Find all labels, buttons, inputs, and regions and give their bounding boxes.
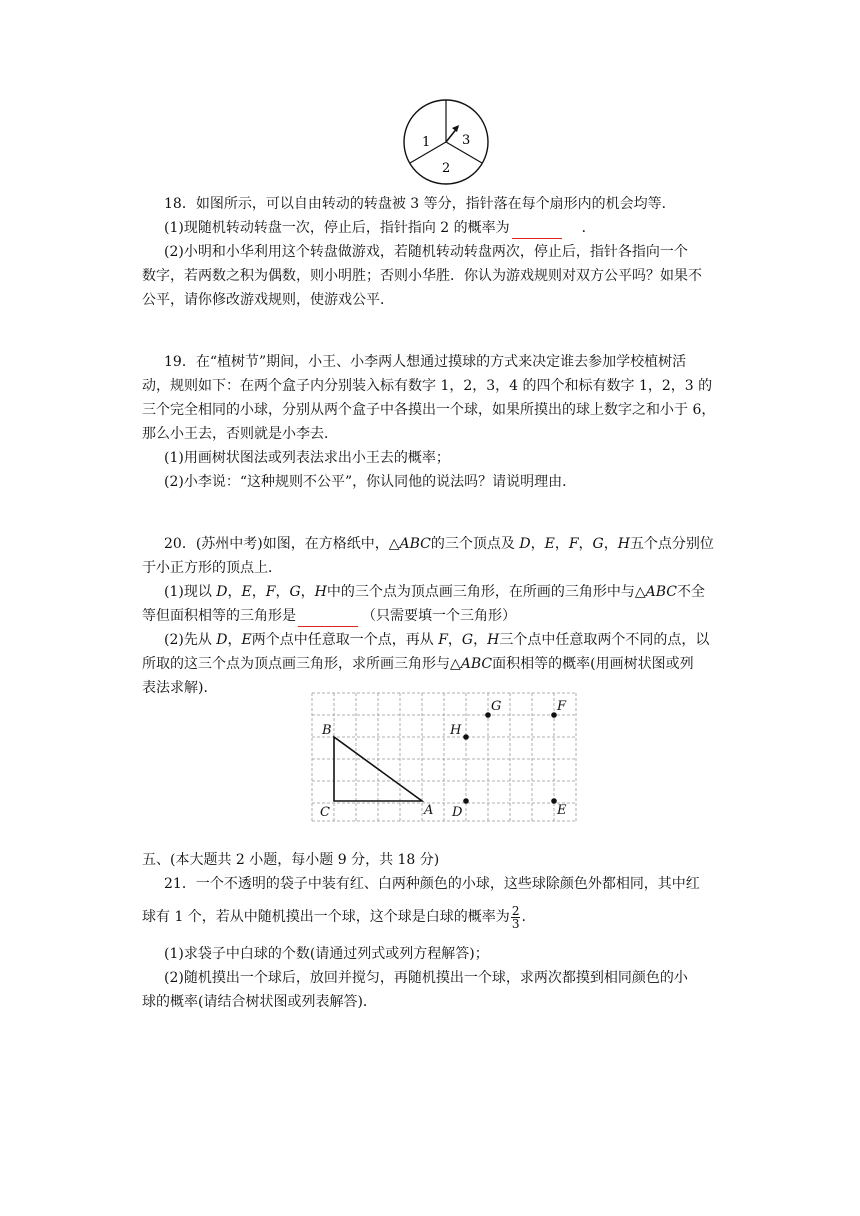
q20-sep: ， (473, 632, 488, 648)
q20-point-e: E (241, 584, 252, 600)
q20-part1-line1 (164, 582, 705, 602)
q20-abc: ABC (460, 656, 493, 672)
q20-line2: 于小正方形的顶点上． (142, 560, 282, 576)
q20-sep: ， (300, 584, 315, 600)
point-e (551, 798, 557, 804)
q20-text: （只需要填一个三角形） (362, 608, 516, 624)
label-c: C (320, 805, 330, 820)
q21-fraction-numerator: 2 (511, 903, 520, 918)
q20-text: 中的三个点为顶点画三角形，在所画的三角形中与△ (326, 584, 646, 600)
q20-point-d: D (216, 584, 228, 600)
q20-text: 面积相等的概率(用画树状图或列 (492, 656, 694, 672)
q20-sep: ， (530, 536, 545, 552)
q20-text: 等但面积相等的三角形是 (142, 608, 296, 624)
q21-part2-line1: (2)随机摸出一个球后，放回并搅匀，再随机摸出一个球，求两次都摸到相同颜色的小 (164, 970, 688, 986)
q20-sep: ， (603, 536, 618, 552)
label-h: H (450, 723, 462, 738)
q19-line2: 动，规则如下：在两个盒子内分别装入标有数字 1，2，3，4 的四个和标有数字 1，2，3 的 (142, 378, 713, 394)
q20-text: 不全 (677, 584, 706, 600)
q21-line1: 21．一个不透明的袋子中装有红、白两种颜色的小球，这些球除颜色外都相同，其中红 (164, 876, 700, 892)
point-h (463, 734, 469, 740)
q18-part1-end: ． (581, 220, 596, 236)
q20-sep: ， (275, 584, 290, 600)
q21-text: . (521, 909, 526, 925)
q20-text: 所取的这三个点为顶点画三角形，求所画三角形与△ (142, 656, 461, 672)
spinner-label-2: 2 (442, 161, 451, 176)
q20-point-g: G (461, 632, 474, 648)
spinner-figure (402, 98, 490, 186)
q20-sep: ， (554, 536, 569, 552)
q19-line3: 三个完全相同的小球，分别从两个盒子中各摸出一个球，如果所摸出的球上数字之和小于 6， (142, 402, 716, 418)
q20-abc: ABC (645, 584, 678, 600)
q20-text: 的三个顶点及 (430, 536, 520, 552)
spinner-label-1: 1 (422, 135, 431, 150)
q20-sep: ， (578, 536, 593, 552)
q20-text: (1)现以 (164, 584, 217, 600)
q21-fraction-denominator: 3 (511, 916, 520, 931)
q20-point-h: H (487, 632, 500, 648)
q19-part2: (2)小李说：“这种规则不公平”，你认同他的说法吗？请说明理由． (164, 474, 577, 490)
q20-text: 三个点中任意取两个不同的点，以 (499, 632, 710, 648)
label-e: E (557, 803, 567, 818)
q20-part2-line3: 表法求解)． (142, 680, 218, 696)
q20-point-d: D (519, 536, 531, 552)
q19-line1: 19．在“植树节”期间，小王、小李两人想通过摸球的方式来决定谁去参加学校植树活 (164, 354, 687, 370)
q18-stem: 18．如图所示，可以自由转动的转盘被 3 等分，指针落在每个扇形内的机会均等． (164, 196, 676, 212)
q19-line4: 那么小王去，否则就是小李去． (142, 426, 338, 442)
q20-text: 两个点中任意取一个点，再从 (251, 632, 439, 648)
q20-point-f: F (438, 632, 448, 648)
q20-text: 五个点分别位 (629, 536, 714, 552)
q20-sep: ， (227, 584, 242, 600)
q21-line2 (142, 898, 526, 936)
q20-point-h: H (617, 536, 630, 552)
q20-point-e: E (544, 536, 555, 552)
q20-text: (2)先从 (164, 632, 217, 648)
label-f: F (557, 699, 567, 714)
point-f (551, 712, 557, 718)
q20-point-g: G (592, 536, 604, 552)
q20-sep: ， (251, 584, 266, 600)
q21-part1: (1)求袋子中白球的个数(请通过列式或列方程解答)； (164, 946, 489, 962)
q20-sep: ， (447, 632, 462, 648)
q20-point-h: H (314, 584, 327, 600)
q20-part2-line2 (142, 654, 694, 674)
label-d: D (452, 805, 463, 820)
q18-answer-blank[interactable] (512, 218, 562, 239)
q20-part2-line1 (164, 630, 709, 650)
triangle-abc (334, 737, 422, 801)
label-g: G (491, 699, 502, 714)
label-a: A (424, 803, 434, 818)
q21-text: 球有 1 个，若从中随机摸出一个球，这个球是白球的概率为 (142, 909, 510, 925)
q21-part2-line2: 球的概率(请结合树状图或列表解答)． (142, 994, 377, 1010)
q19-part1: (1)用画树状图法或列表法求出小王去的概率； (164, 450, 450, 466)
q20-text: 20．(苏州中考)如图，在方格纸中，△ (164, 536, 400, 552)
grid-figure (310, 690, 580, 824)
q20-point-d: D (216, 632, 228, 648)
q18-part1-text: (1)现随机转动转盘一次，停止后，指针指向 2 的概率为 (164, 220, 510, 236)
q18-part2-line3: 公平，请你修改游戏规则，使游戏公平． (142, 292, 394, 308)
q20-sep: ， (227, 632, 242, 648)
q20-point-f: F (568, 536, 579, 552)
section5-title: 五、(本大题共 2 小题，每小题 9 分，共 18 分) (142, 852, 440, 868)
q21-fraction (511, 905, 521, 930)
q18-part2-line1: (2)小明和小华利用这个转盘做游戏，若随机转动转盘两次，停止后，指针各指向一个 (164, 244, 688, 260)
label-b: B (322, 723, 332, 738)
q18-part2-line2: 数字，若两数之积为偶数，则小明胜；否则小华胜．你认为游戏规则对双方公平吗？如果不 (142, 268, 702, 284)
spinner-label-3: 3 (462, 133, 471, 148)
q20-point-g: G (289, 584, 301, 600)
point-g (485, 712, 491, 718)
q20-point-e: E (241, 632, 252, 648)
q18-part1 (164, 218, 596, 239)
q20-point-f: F (265, 584, 276, 600)
q20-abc: ABC (399, 536, 431, 552)
q20-answer-blank[interactable] (298, 606, 358, 627)
q20-part1-line2 (142, 606, 516, 627)
q20-line1 (164, 534, 714, 554)
point-d (463, 798, 469, 804)
